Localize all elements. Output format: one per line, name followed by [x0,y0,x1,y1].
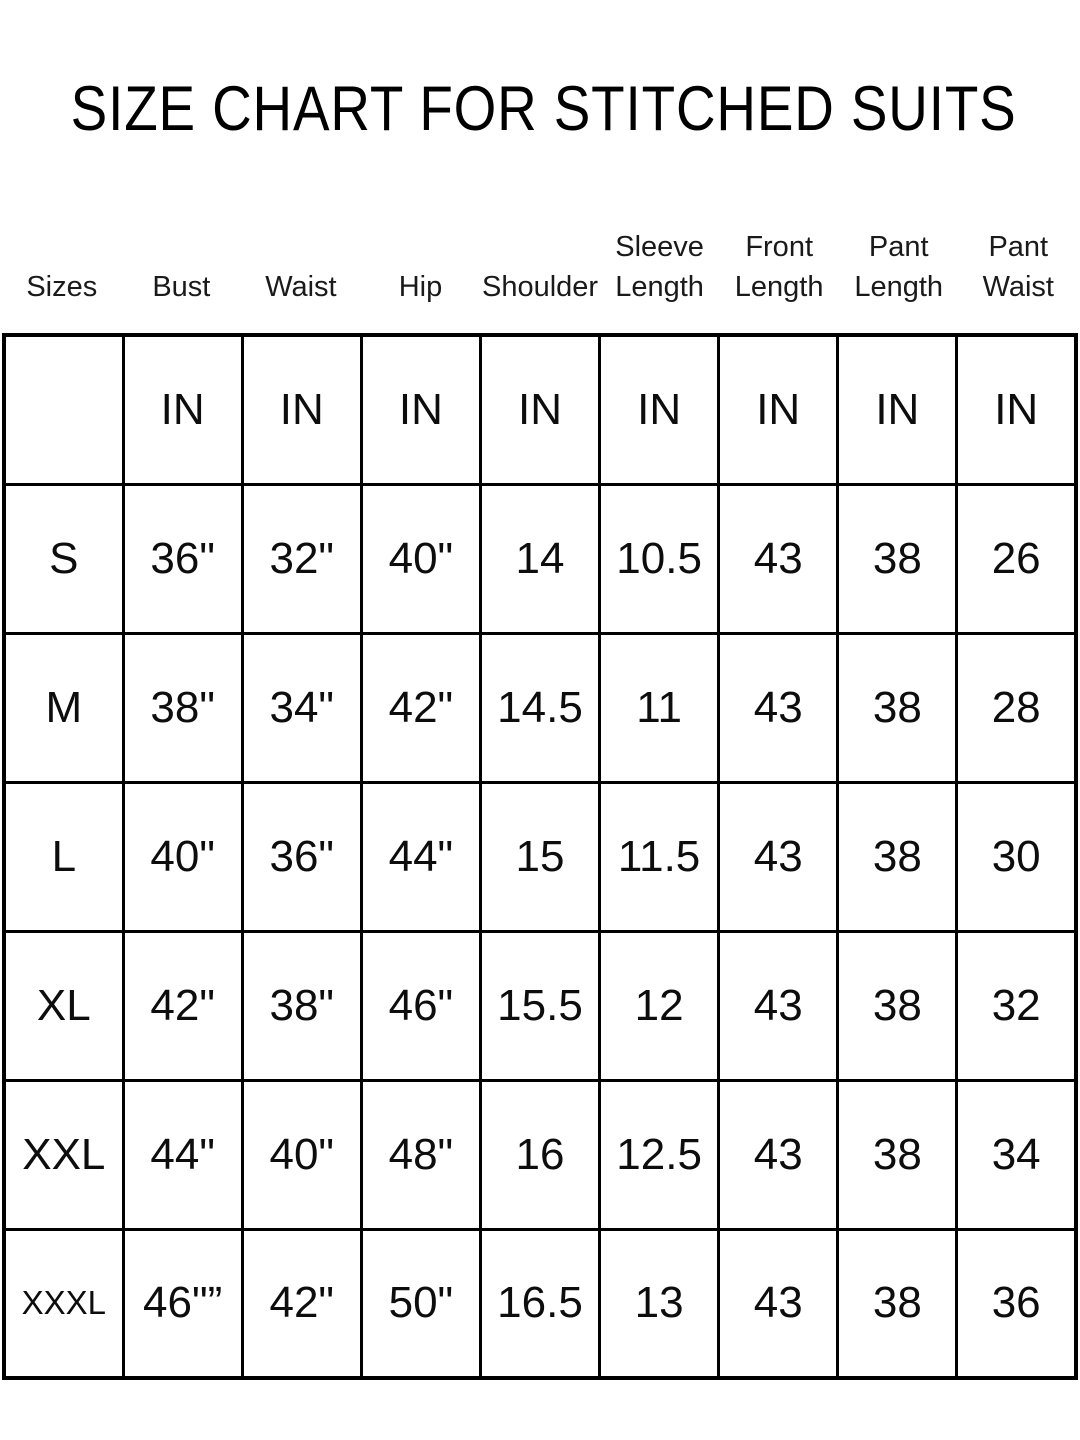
pant-len-value: 38 [838,1229,957,1378]
waist-value: 40" [242,1080,361,1229]
shoulder-value: 14 [480,484,599,633]
hip-value: 50" [361,1229,480,1378]
waist-value: 36" [242,782,361,931]
table-row-m [4,633,1076,782]
shoulder-value: 15 [480,782,599,931]
size-chart-table [2,333,1078,1380]
front-value: 43 [719,1080,838,1229]
bust-value: 46"” [123,1229,242,1378]
size-label: XXL [4,1080,123,1229]
page-title-text: SIZE CHART FOR STITCHED SUITS [70,74,1017,144]
hip-value: 42" [361,633,480,782]
unit-cell-pant-waist: IN [957,335,1076,484]
sleeve-value: 11.5 [600,782,719,931]
front-value: 43 [719,484,838,633]
sleeve-value: 13 [600,1229,719,1378]
size-label: M [4,633,123,782]
front-value: 43 [719,1229,838,1378]
pant-len-value: 38 [838,931,957,1080]
column-header-shoulder: Shoulder [481,271,599,304]
column-header-sizes: Sizes [26,271,98,304]
front-value: 43 [719,633,838,782]
pant-waist-value: 26 [957,484,1076,633]
column-header-sleeve-length: Sleeve Length [615,231,704,304]
table-row-xxxl [4,1229,1076,1378]
size-label: L [4,782,123,931]
bust-value: 36" [123,484,242,633]
pant-waist-value: 30 [957,782,1076,931]
shoulder-value: 14.5 [480,633,599,782]
sleeve-value: 12.5 [600,1080,719,1229]
pant-waist-value: 32 [957,931,1076,1080]
front-value: 43 [719,782,838,931]
column-header-waist: Waist [265,271,337,304]
hip-value: 44" [361,782,480,931]
unit-cell-front-length: IN [719,335,838,484]
hip-value: 46" [361,931,480,1080]
table-row-xl [4,931,1076,1080]
sleeve-value: 10.5 [600,484,719,633]
pant-waist-value: 36 [957,1229,1076,1378]
bust-value: 38" [123,633,242,782]
waist-value: 42" [242,1229,361,1378]
hip-value: 48" [361,1080,480,1229]
unit-cell-bust: IN [123,335,242,484]
unit-row [4,335,1076,484]
shoulder-value: 15.5 [480,931,599,1080]
pant-len-value: 38 [838,782,957,931]
bust-value: 40" [123,782,242,931]
hip-value: 40" [361,484,480,633]
shoulder-value: 16.5 [480,1229,599,1378]
pant-len-value: 38 [838,1080,957,1229]
unit-cell-sleeve-length: IN [600,335,719,484]
column-header-front-length: Front Length [734,231,824,304]
unit-cell-sizes [4,335,123,484]
table-row-s [4,484,1076,633]
shoulder-value: 16 [480,1080,599,1229]
unit-cell-hip: IN [361,335,480,484]
unit-cell-waist: IN [242,335,361,484]
waist-value: 32" [242,484,361,633]
size-label: S [4,484,123,633]
page-title [0,0,1080,144]
column-headers [2,227,1078,307]
unit-cell-pant-length: IN [838,335,957,484]
bust-value: 42" [123,931,242,1080]
waist-value: 38" [242,931,361,1080]
waist-value: 34" [242,633,361,782]
size-label: XXXL [4,1229,123,1378]
sleeve-value: 12 [600,931,719,1080]
column-header-pant-waist: Pant Waist [982,231,1054,304]
table-row-xxl [4,1080,1076,1229]
pant-waist-value: 28 [957,633,1076,782]
front-value: 43 [719,931,838,1080]
table-row-l [4,782,1076,931]
pant-len-value: 38 [838,633,957,782]
unit-cell-shoulder: IN [480,335,599,484]
pant-len-value: 38 [838,484,957,633]
pant-waist-value: 34 [957,1080,1076,1229]
bust-value: 44" [123,1080,242,1229]
column-header-bust: Bust [152,271,211,304]
sleeve-value: 11 [600,633,719,782]
size-label: XL [4,931,123,1080]
column-header-hip: Hip [398,271,443,304]
column-header-pant-length: Pant Length [854,231,944,304]
